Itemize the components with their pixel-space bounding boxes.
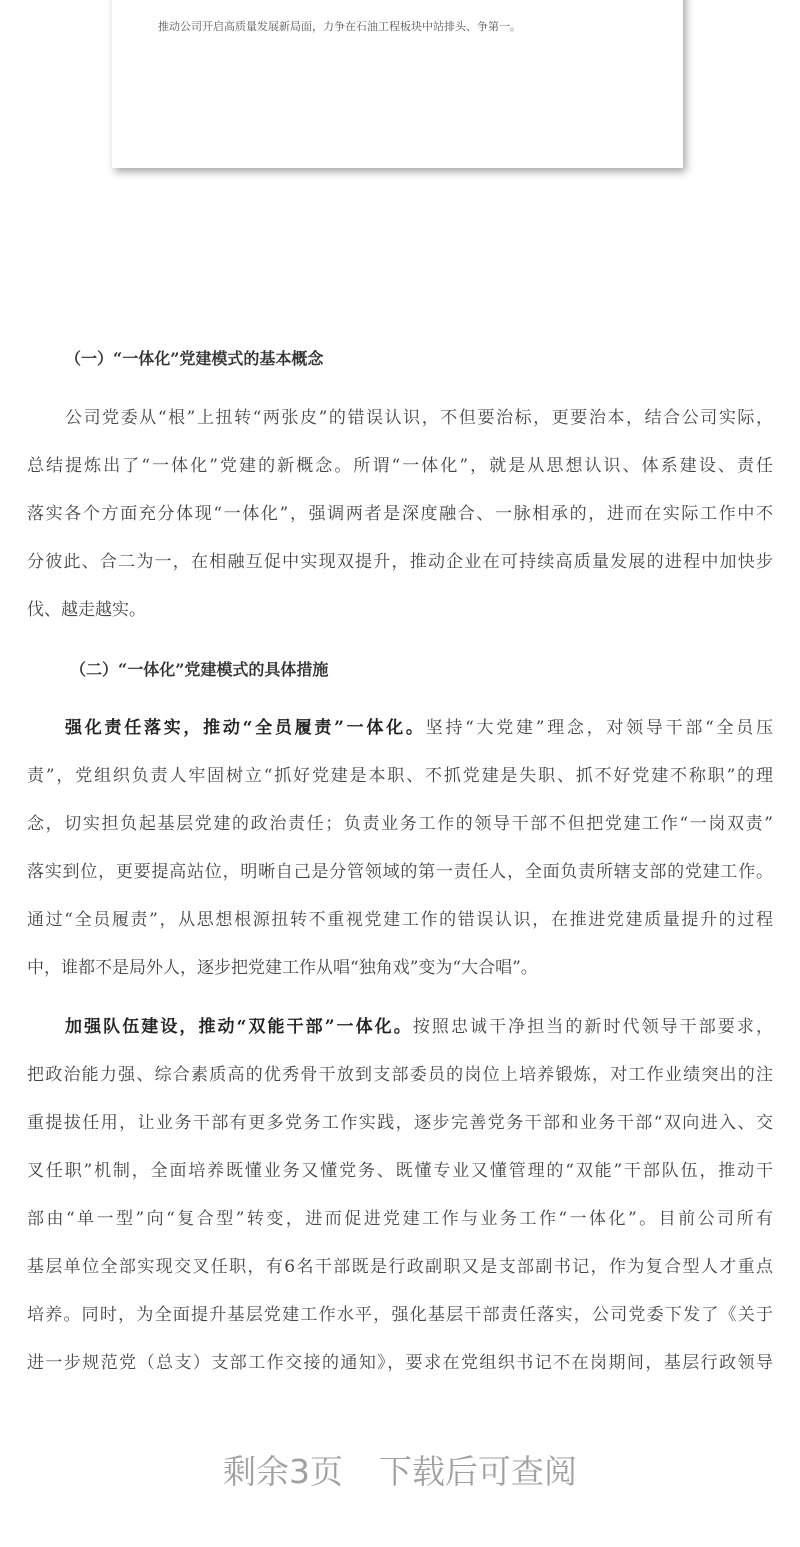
paragraph-line: 叉任职”机制，全面培养既懂业务又懂党务、既懂专业又懂管理的“双能”干部队伍，推动干 (27, 1161, 773, 1181)
paragraph-line: 进一步规范党（总支）支部工作交接的通知》，要求在党组织书记不在岗期间，基层行政领导 (27, 1353, 773, 1373)
paragraph-line (65, 1015, 773, 1039)
paragraph-line: 部由“单一型”向“复合型”转变，进而促进党建工作与业务工作“一体化”。目前公司所有 (27, 1209, 773, 1229)
paragraph-line: 念，切实担负起基层党建的政治责任；负责业务工作的领导干部不但把党建工作“一岗双责” (27, 814, 773, 834)
paragraph-lead: 加强队伍建设，推动“双能干部”一体化。 (65, 1017, 413, 1037)
paragraph-line: 责”，党组织负责人牢固树立“抓好党建是本职、不抓党建是失职、抓不好党建不称职”的理 (27, 766, 773, 786)
paragraph-lead: 强化责任落实，推动“全员履责”一体化。 (65, 718, 426, 738)
paragraph-line: 落实各个方面充分体现“一体化”，强调两者是深度融合、一脉相承的，进而在实际工作中不 (27, 504, 773, 524)
paragraph-line: 总结提炼出了“一体化”党建的新概念。所谓“一体化”，就是从思想认识、体系建设、责任 (27, 456, 773, 476)
download-hint-label: 下载后可查阅 (379, 1452, 577, 1491)
paragraph-line: 通过“全员履责”，从思想根源扭转不重视党建工作的错误认识，在推进党建质量提升的过程 (27, 910, 773, 930)
paragraph-line: 分彼此、合二为一，在相融互促中实现双提升，推动企业在可持续高质量发展的进程中加快步 (27, 552, 773, 572)
paragraph-line: 重提拔任用，让业务干部有更多党务工作实践，逐步完善党务干部和业务干部“双向进入、交 (27, 1113, 773, 1133)
preview-page-text: 推动公司开启高质量发展新局面，力争在石油工程板块中站排头、争第一。 (158, 20, 521, 33)
paragraph-line: 伐、越走越实。 (27, 600, 146, 620)
paragraph-text: 坚持“大党建”理念，对领导干部“全员压 (425, 718, 773, 738)
paragraph-line: 落实到位，更要提高站位，明晰自己是分管领域的第一责任人，全面负责所辖支部的党建工作。 (27, 862, 773, 882)
paragraph-line: 基层单位全部实现交叉任职，有6名干部既是行政副职又是支部副书记，作为复合型人才重点 (27, 1257, 773, 1277)
paragraph-line: 把政治能力强、综合素质高的优秀骨干放到支部委员的岗位上培养锻炼，对工作业绩突出的注 (27, 1065, 773, 1085)
paragraph-line: 中，谁都不是局外人，逐步把党建工作从唱“独角戏”变为“大合唱”。 (27, 958, 538, 978)
remaining-pages-label: 剩余3页 (223, 1452, 343, 1491)
paragraph-line (65, 716, 773, 740)
paragraph-text: 按照忠诚干净担当的新时代领导干部要求， (412, 1017, 773, 1037)
paragraph-line: 公司党委从“根”上扭转“两张皮”的错误认识，不但要治标，更要治本，结合公司实际， (65, 408, 773, 428)
download-to-read-more[interactable] (0, 1446, 800, 1493)
paragraph-line: 培养。同时，为全面提升基层党建工作水平，强化基层干部责任落实，公司党委下发了《关于 (27, 1305, 773, 1325)
section-heading-2: （二）“一体化”党建模式的具体措施 (70, 660, 329, 679)
preview-page-card (112, 0, 683, 168)
section-heading-1: （一）“一体化”党建模式的基本概念 (65, 349, 324, 368)
